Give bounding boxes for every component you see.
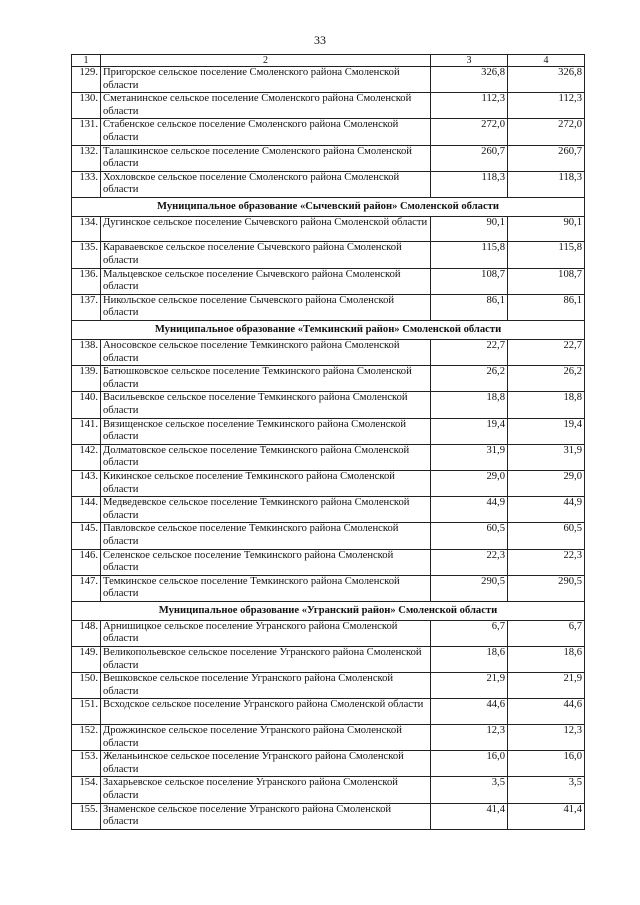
value-column-4: 44,9 <box>508 497 585 523</box>
value-column-3: 115,8 <box>431 242 508 268</box>
table-row <box>72 294 585 320</box>
row-number: 144. <box>72 497 101 523</box>
value-column-4: 16,0 <box>508 751 585 777</box>
value-column-3: 60,5 <box>431 523 508 549</box>
value-column-3: 326,8 <box>431 67 508 93</box>
settlement-name: Сметанинское сельское поселение Смоленского района Смоленской области <box>101 93 431 119</box>
value-column-3: 22,7 <box>431 340 508 366</box>
row-number: 142. <box>72 444 101 470</box>
value-column-3: 260,7 <box>431 145 508 171</box>
row-number: 148. <box>72 620 101 646</box>
table-row <box>72 93 585 119</box>
value-column-3: 22,3 <box>431 549 508 575</box>
value-column-3: 290,5 <box>431 575 508 601</box>
value-column-3: 16,0 <box>431 751 508 777</box>
table-row <box>72 145 585 171</box>
value-column-4: 326,8 <box>508 67 585 93</box>
value-column-4: 90,1 <box>508 216 585 242</box>
table-row <box>72 673 585 699</box>
value-column-3: 12,3 <box>431 724 508 750</box>
settlement-name: Павловское сельское поселение Темкинского района Смоленской области <box>101 523 431 549</box>
value-column-3: 31,9 <box>431 444 508 470</box>
table-row <box>72 751 585 777</box>
table-row <box>72 523 585 549</box>
table-row <box>72 444 585 470</box>
row-number: 141. <box>72 418 101 444</box>
budget-table <box>71 54 585 830</box>
settlement-name: Аносовское сельское поселение Темкинского района Смоленской области <box>101 340 431 366</box>
section-heading: Муниципальное образование «Угранский район» Смоленской области <box>72 601 585 620</box>
value-column-4: 26,2 <box>508 366 585 392</box>
column-header-2: 2 <box>101 55 431 67</box>
settlement-name: Всходское сельское поселение Угранского района Смоленской области <box>101 699 431 725</box>
value-column-3: 18,6 <box>431 647 508 673</box>
table-row <box>72 119 585 145</box>
settlement-name: Кикинское сельское поселение Темкинского района Смоленской области <box>101 470 431 496</box>
table-row <box>72 216 585 242</box>
table-row <box>72 575 585 601</box>
value-column-3: 44,6 <box>431 699 508 725</box>
table-row <box>72 67 585 93</box>
value-column-4: 115,8 <box>508 242 585 268</box>
value-column-4: 22,3 <box>508 549 585 575</box>
section-heading: Муниципальное образование «Темкинский район» Смоленской области <box>72 321 585 340</box>
row-number: 134. <box>72 216 101 242</box>
row-number: 138. <box>72 340 101 366</box>
value-column-3: 108,7 <box>431 268 508 294</box>
table-body <box>72 55 585 830</box>
value-column-4: 86,1 <box>508 294 585 320</box>
table-row <box>72 418 585 444</box>
row-number: 145. <box>72 523 101 549</box>
table-row <box>72 470 585 496</box>
value-column-3: 44,9 <box>431 497 508 523</box>
settlement-name: Талашкинское сельское поселение Смоленского района Смоленской области <box>101 145 431 171</box>
row-number: 137. <box>72 294 101 320</box>
settlement-name: Мальцевское сельское поселение Сычевского района Смоленской области <box>101 268 431 294</box>
row-number: 129. <box>72 67 101 93</box>
table-row <box>72 497 585 523</box>
value-column-4: 44,6 <box>508 699 585 725</box>
value-column-4: 12,3 <box>508 724 585 750</box>
settlement-name: Знаменское сельское поселение Угранского района Смоленской области <box>101 803 431 829</box>
row-number: 139. <box>72 366 101 392</box>
value-column-4: 108,7 <box>508 268 585 294</box>
value-column-3: 21,9 <box>431 673 508 699</box>
row-number: 131. <box>72 119 101 145</box>
row-number: 130. <box>72 93 101 119</box>
row-number: 136. <box>72 268 101 294</box>
table-row <box>72 803 585 829</box>
row-number: 151. <box>72 699 101 725</box>
settlement-name: Батюшковское сельское поселение Темкинского района Смоленской области <box>101 366 431 392</box>
table-row <box>72 366 585 392</box>
settlement-name: Темкинское сельское поселение Темкинского района Смоленской области <box>101 575 431 601</box>
settlement-name: Желаньинское сельское поселение Угранского района Смоленской области <box>101 751 431 777</box>
row-number: 143. <box>72 470 101 496</box>
settlement-name: Вешковское сельское поселение Угранского района Смоленской области <box>101 673 431 699</box>
row-number: 150. <box>72 673 101 699</box>
column-header-1: 1 <box>72 55 101 67</box>
value-column-4: 118,3 <box>508 171 585 197</box>
table-header-row <box>72 55 585 67</box>
settlement-name: Селенское сельское поселение Темкинского района Смоленской области <box>101 549 431 575</box>
table-row <box>72 549 585 575</box>
table-row <box>72 620 585 646</box>
settlement-name: Медведевское сельское поселение Темкинского района Смоленской области <box>101 497 431 523</box>
settlement-name: Арнишицкое сельское поселение Угранского района Смоленской области <box>101 620 431 646</box>
table-row <box>72 647 585 673</box>
table-row <box>72 392 585 418</box>
settlement-name: Долматовское сельское поселение Темкинского района Смоленской области <box>101 444 431 470</box>
row-number: 132. <box>72 145 101 171</box>
row-number: 149. <box>72 647 101 673</box>
row-number: 155. <box>72 803 101 829</box>
value-column-4: 29,0 <box>508 470 585 496</box>
row-number: 135. <box>72 242 101 268</box>
value-column-4: 112,3 <box>508 93 585 119</box>
section-heading-row <box>72 321 585 340</box>
value-column-3: 118,3 <box>431 171 508 197</box>
value-column-3: 6,7 <box>431 620 508 646</box>
value-column-3: 29,0 <box>431 470 508 496</box>
value-column-3: 272,0 <box>431 119 508 145</box>
value-column-3: 26,2 <box>431 366 508 392</box>
table-row <box>72 340 585 366</box>
settlement-name: Никольское сельское поселение Сычевского района Смоленской области <box>101 294 431 320</box>
table-row <box>72 724 585 750</box>
value-column-3: 19,4 <box>431 418 508 444</box>
value-column-4: 290,5 <box>508 575 585 601</box>
settlement-name: Стабенское сельское поселение Смоленского района Смоленской области <box>101 119 431 145</box>
value-column-3: 41,4 <box>431 803 508 829</box>
value-column-4: 19,4 <box>508 418 585 444</box>
row-number: 140. <box>72 392 101 418</box>
value-column-4: 18,6 <box>508 647 585 673</box>
column-header-3: 3 <box>431 55 508 67</box>
value-column-4: 41,4 <box>508 803 585 829</box>
value-column-4: 18,8 <box>508 392 585 418</box>
settlement-name: Великопольевское сельское поселение Угранского района Смоленской области <box>101 647 431 673</box>
value-column-4: 60,5 <box>508 523 585 549</box>
table-row <box>72 268 585 294</box>
section-heading-row <box>72 601 585 620</box>
section-heading-row <box>72 197 585 216</box>
table-row <box>72 777 585 803</box>
value-column-3: 86,1 <box>431 294 508 320</box>
settlement-name: Караваевское сельское поселение Сычевского района Смоленской области <box>101 242 431 268</box>
value-column-3: 90,1 <box>431 216 508 242</box>
table-row <box>72 242 585 268</box>
value-column-4: 6,7 <box>508 620 585 646</box>
section-heading: Муниципальное образование «Сычевский район» Смоленской области <box>72 197 585 216</box>
value-column-3: 18,8 <box>431 392 508 418</box>
page-number: 33 <box>314 33 326 47</box>
table-row <box>72 171 585 197</box>
row-number: 146. <box>72 549 101 575</box>
value-column-4: 3,5 <box>508 777 585 803</box>
value-column-4: 22,7 <box>508 340 585 366</box>
settlement-name: Захарьевское сельское поселение Угранского района Смоленской области <box>101 777 431 803</box>
settlement-name: Вязищенское сельское поселение Темкинского района Смоленской области <box>101 418 431 444</box>
row-number: 154. <box>72 777 101 803</box>
settlement-name: Хохловское сельское поселение Смоленского района Смоленской области <box>101 171 431 197</box>
value-column-4: 31,9 <box>508 444 585 470</box>
value-column-4: 260,7 <box>508 145 585 171</box>
column-header-4: 4 <box>508 55 585 67</box>
value-column-3: 3,5 <box>431 777 508 803</box>
table-row <box>72 699 585 725</box>
value-column-3: 112,3 <box>431 93 508 119</box>
row-number: 133. <box>72 171 101 197</box>
value-column-4: 21,9 <box>508 673 585 699</box>
settlement-name: Пригорское сельское поселение Смоленского района Смоленской области <box>101 67 431 93</box>
settlement-name: Дрожжинское сельское поселение Угранского района Смоленской области <box>101 724 431 750</box>
row-number: 153. <box>72 751 101 777</box>
row-number: 147. <box>72 575 101 601</box>
row-number: 152. <box>72 724 101 750</box>
value-column-4: 272,0 <box>508 119 585 145</box>
settlement-name: Дугинское сельское поселение Сычевского района Смоленской области <box>101 216 431 242</box>
settlement-name: Васильевское сельское поселение Темкинского района Смоленской области <box>101 392 431 418</box>
